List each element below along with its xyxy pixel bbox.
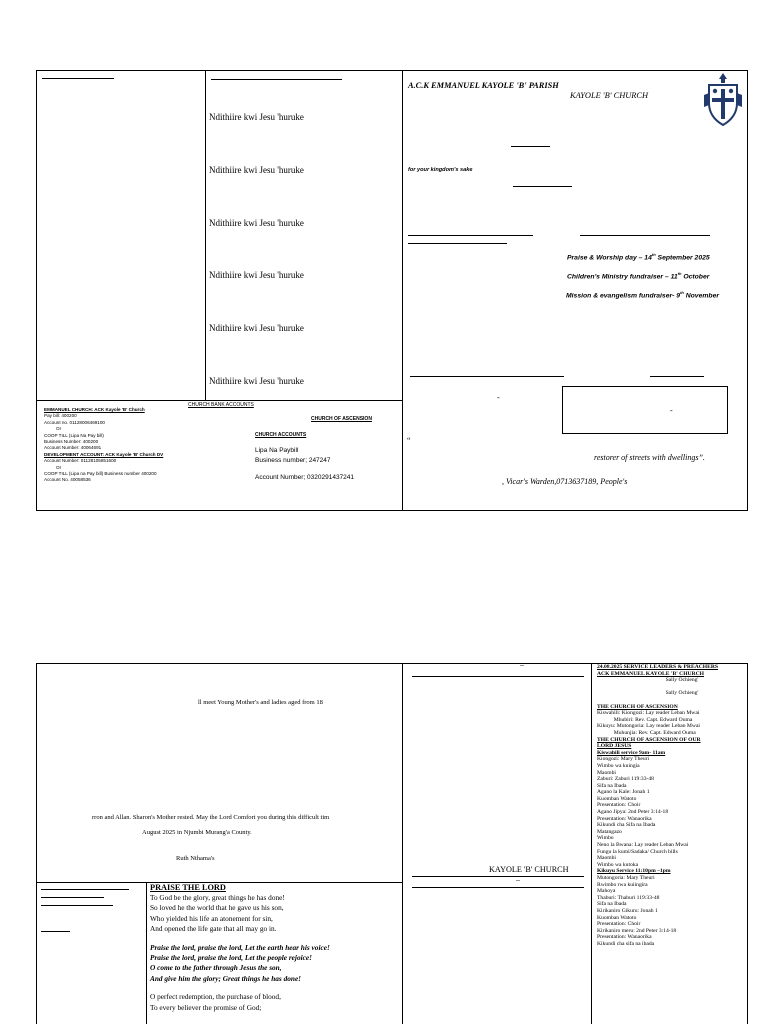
refrain-line: Ndithiire kwi Jesu 'huruke bbox=[209, 165, 304, 175]
bank-line: Business Number: 400200 bbox=[44, 439, 99, 445]
service-line: Matangazo bbox=[597, 828, 622, 835]
refrain-line: Ndithiire kwi Jesu 'huruke bbox=[209, 323, 304, 333]
bank-line: Account Number: 40064691 bbox=[44, 445, 102, 451]
hymn-title: PRAISE THE LORD bbox=[150, 883, 226, 892]
blank-line bbox=[41, 897, 104, 898]
service-line: Agano la Kale: Jonah 1 bbox=[597, 789, 650, 796]
service-line: Rwimbo rwa kuiingira bbox=[597, 881, 648, 888]
bank-line: Or bbox=[56, 464, 62, 470]
service-line: Maombi bbox=[597, 769, 616, 776]
service-line: Kikundi cha Sifa na Ibada bbox=[597, 822, 656, 829]
service-line: Wimbo wa kuingia bbox=[597, 762, 640, 769]
account-number: Account Number; 0320291437241 bbox=[255, 474, 355, 481]
quote-mark: “ bbox=[407, 436, 411, 445]
blank-line bbox=[412, 887, 584, 888]
blank-line bbox=[650, 376, 704, 377]
refrain-line: Ndithiire kwi Jesu 'huruke bbox=[209, 218, 304, 228]
service-line: Sifa na Ibada bbox=[597, 782, 627, 789]
top-divider-1 bbox=[205, 70, 206, 400]
ruth-name: Ruth Nthama's bbox=[176, 855, 215, 862]
service-line: Thaburi: Thaburi 119:33-48 bbox=[597, 894, 660, 901]
refrain-line: Ndithiire kwi Jesu 'huruke bbox=[209, 270, 304, 280]
service-line: Kiswahili service 9am- 11am bbox=[597, 749, 666, 756]
burial-text: August 2025 in Njumbi Murang'a County. bbox=[142, 829, 252, 836]
service-line: Sally Ochieng' bbox=[665, 690, 699, 697]
condolence-text: rron and Allan. Sharon's Mother rested. May the Lord Comfort you during this difficult tim bbox=[92, 814, 330, 821]
service-line: Agano Jipya: 2nd Peter 3:14-18 bbox=[597, 809, 669, 816]
hymn-line: Praise the lord, praise the lord, Let the earth hear his voice! bbox=[150, 942, 330, 952]
service-line: Kiswahili: Kiongozi: Lay reader Leban Mwai bbox=[597, 710, 700, 717]
bank-line: COOP TILL (Lipa Na Pay bill) bbox=[44, 432, 104, 438]
bank-line: Account no. 01128006469100 bbox=[44, 419, 105, 425]
service-line: LORD JESUS bbox=[597, 743, 632, 750]
event-line: Praise & Worship day – 14th September 2025 bbox=[567, 252, 710, 262]
bank-line: EMMANUEL CHURCH: ACK Kayole 'B' Church bbox=[44, 407, 145, 412]
dash: - bbox=[497, 393, 500, 402]
hymn-line: So loved he the world that he gave us his son, bbox=[150, 903, 284, 913]
warden-text: , Vicar's Warden,0713637189, People's bbox=[502, 477, 628, 486]
hymn-verse-2 bbox=[150, 992, 400, 1013]
notice-box bbox=[562, 386, 728, 434]
service-line: Kirikaniro meru: 2nd Peter 3:14-18 bbox=[597, 927, 677, 934]
hymn-line: O come to the father through Jesus the son, bbox=[150, 963, 282, 973]
event-line: Mission & evangelism fundraiser- 9th November bbox=[566, 290, 719, 300]
bottom-divider-1 bbox=[402, 663, 403, 1024]
blank-line bbox=[41, 889, 129, 890]
dash: - bbox=[670, 406, 673, 415]
service-leaders-list bbox=[597, 664, 767, 948]
bank-line: Account No. 40058536 bbox=[44, 477, 91, 483]
hymn-chorus bbox=[150, 943, 400, 985]
blank-line bbox=[408, 243, 507, 244]
hymn-line: Praise the lord, praise the lord, Let the people rejoice! bbox=[150, 953, 312, 963]
service-line: Sally Ochieng' bbox=[665, 677, 699, 684]
refrain-line: Ndithiire kwi Jesu 'huruke bbox=[209, 376, 304, 386]
service-line: Wimbo wa kutoka bbox=[597, 861, 639, 868]
hymn-divider bbox=[146, 882, 147, 1024]
bank-line: Pay bill: 400200 bbox=[44, 413, 77, 419]
business-number: Business number; 247247 bbox=[255, 457, 331, 464]
kayole-church-title: KAYOLE 'B' CHURCH bbox=[489, 865, 569, 874]
bank-left-lines bbox=[44, 407, 204, 484]
lipa-label: Lipa Na Paybill bbox=[255, 447, 299, 454]
bank-line: Account Number: 01128105851600 bbox=[44, 458, 117, 464]
service-line: Mhubiri: Rev. Capt. Edward Ouma bbox=[597, 716, 693, 723]
service-line: Muhunjia: Rev. Capt. Edward Ouma bbox=[597, 729, 696, 736]
top-divider-2 bbox=[402, 70, 403, 511]
kingdom-text: for your kingdom's sake bbox=[408, 167, 473, 173]
bank-line: COOP TILL (Lipa na Pay bill) Business number 400200 bbox=[44, 471, 157, 477]
service-line: Sifa na Ibada bbox=[597, 901, 627, 908]
blank-line bbox=[41, 931, 70, 932]
hymn-line: To every believer the promise of God; bbox=[150, 1002, 262, 1012]
hymn-line: And opened the life gate that all may go in. bbox=[150, 924, 277, 934]
service-line: Wimbo bbox=[597, 835, 614, 842]
blank-line bbox=[511, 146, 550, 147]
church-crest bbox=[703, 71, 743, 127]
blank-line bbox=[410, 376, 564, 377]
hymn-line: O perfect redemption, the purchase of blood, bbox=[150, 992, 281, 1002]
refrain-line: Ndithiire kwi Jesu 'huruke bbox=[209, 112, 304, 122]
church-accounts: CHURCH ACCOUNTS bbox=[255, 432, 307, 438]
service-line: Kuomban Watoto bbox=[597, 795, 637, 802]
service-line: Mutongoria: Mary Theuri bbox=[597, 875, 655, 881]
top-bank-rule bbox=[36, 400, 402, 401]
bank-line: DEVELOPMENT ACCOUNT: ACK Kayole 'B' Church DV bbox=[44, 451, 164, 457]
service-line: Presentation: Choir bbox=[597, 802, 641, 809]
church-title: KAYOLE 'B' CHURCH bbox=[570, 91, 649, 100]
restorer-text: restorer of streets with dwellings”. bbox=[594, 453, 705, 462]
dash: – bbox=[516, 875, 520, 884]
service-line: Presentation: Wanaorika bbox=[597, 934, 652, 941]
service-line: Kuomban Watoto bbox=[597, 914, 637, 921]
service-line: ACK EMMANUEL KAYOLE 'B' CHURCH bbox=[597, 670, 705, 677]
dash: – bbox=[520, 660, 524, 669]
service-line: Kikundi cha sifa na ibada bbox=[597, 940, 655, 947]
service-line: Kikuyu Service 11:10pm –1pm bbox=[597, 868, 671, 875]
service-line: Zaburi: Zaburi 119:33-48 bbox=[597, 776, 654, 783]
blank-line bbox=[412, 676, 584, 677]
event-line: Children's Ministry fundraiser – 11th October bbox=[567, 271, 710, 281]
blank-line bbox=[412, 876, 584, 877]
blank-line bbox=[211, 79, 342, 80]
bank-line: Or bbox=[56, 426, 62, 432]
bottom-divider-2 bbox=[591, 663, 592, 1024]
mothers-notice: ll meet Young Mother's and ladies aged from 18 bbox=[198, 699, 323, 706]
service-line: THE CHURCH OF ASCENSION OF OUR bbox=[597, 736, 701, 743]
hymn-block bbox=[150, 883, 400, 1013]
service-line: Neno la Bwana: Lay reader Leban Mwai bbox=[597, 842, 689, 849]
parish-title: A.C.K EMMANUEL KAYOLE 'B' PARISH bbox=[408, 81, 559, 90]
hymn-line: And give him the glory; Great things he has done! bbox=[150, 973, 302, 983]
hymn-line: To God be the glory, great things he has done! bbox=[150, 893, 285, 902]
bank-heading: CHURCH BANK ACCOUNTS bbox=[188, 402, 254, 408]
service-line: Mahoya bbox=[597, 888, 616, 895]
service-line: Fungu la kumi/Sadaka/ Church bills bbox=[597, 848, 678, 855]
blank-line bbox=[42, 78, 114, 79]
ascension-title: CHURCH OF ASCENSION bbox=[311, 416, 372, 422]
service-line: Kiongozi: Mary Theuri bbox=[597, 756, 650, 763]
service-line: Presentation: Choir bbox=[597, 921, 641, 928]
hymn-verse-1 bbox=[150, 893, 400, 935]
service-line: Kirikaniro Gikuru: Jonah 1 bbox=[597, 907, 658, 914]
hymn-line: Who yielded his life an atonement for sin, bbox=[150, 913, 273, 923]
blank-line bbox=[408, 235, 533, 236]
blank-line bbox=[513, 186, 572, 187]
service-line: Kikuyu: Mutongoria: Lay reader Leban Mwai bbox=[597, 723, 700, 730]
service-line: 24.08.2025 SERVICE LEADERS & PREACHERS bbox=[597, 664, 719, 670]
service-line: Maombi bbox=[597, 855, 616, 862]
service-line: THE CHURCH OF ASCENSION bbox=[597, 703, 678, 710]
service-line bbox=[597, 697, 767, 704]
service-line: Presentation: Wanaorika bbox=[597, 815, 652, 822]
service-line bbox=[597, 684, 767, 691]
blank-line bbox=[580, 235, 710, 236]
blank-line bbox=[41, 905, 113, 906]
